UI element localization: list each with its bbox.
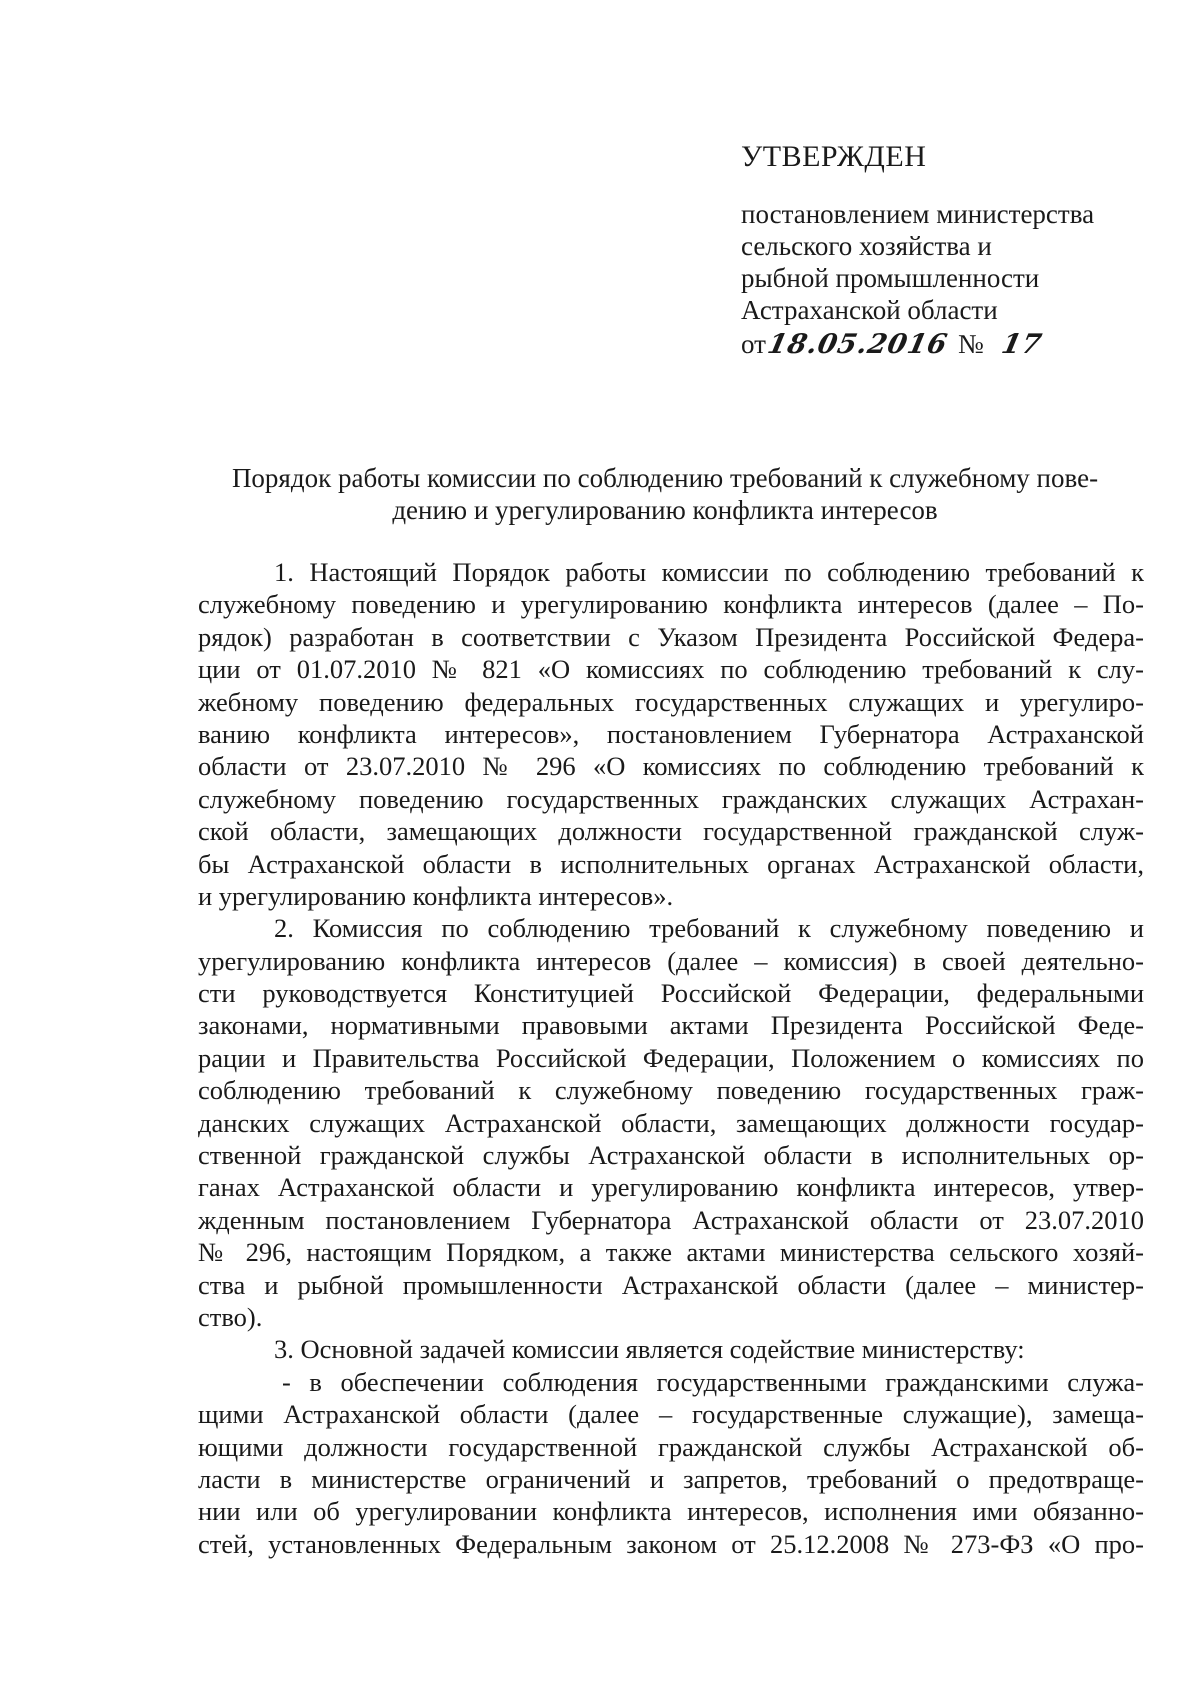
paragraph-line: ственной гражданской службы Астраханской области в исполнительных ор- xyxy=(198,1140,1144,1171)
paragraph-line: жебному поведению федеральных государственных служащих и урегулиро- xyxy=(198,686,1144,717)
paragraph-line: законами, нормативными правовыми актами Президента Российской Феде- xyxy=(198,1010,1144,1041)
paragraph-line: служебному поведению и урегулированию конфликта интересов (далее – По- xyxy=(198,589,1144,620)
approval-line: Астраханской области xyxy=(741,295,998,325)
paragraph-line: ласти в министерстве ограничений и запретов, требований о предотвраще- xyxy=(198,1463,1144,1494)
paragraph-line: ской области, замещающих должности государственной гражданской служ- xyxy=(198,816,1144,847)
document-title xyxy=(190,462,1140,526)
paragraph-line: нии или об урегулировании конфликта интересов, исполнения ими обязанно- xyxy=(198,1496,1144,1527)
paragraph-line: стей, установленных Федеральным законом от 25.12.2008 № 273-ФЗ «О про- xyxy=(198,1528,1144,1559)
paragraph-line: бы Астраханской области в исполнительных органах Астраханской области, xyxy=(198,848,1144,879)
approval-block xyxy=(741,140,1161,361)
approval-date-line xyxy=(741,328,1161,361)
paragraph-line: щими Астраханской области (далее – государственные служащие), замеща- xyxy=(198,1399,1144,1430)
title-line: Порядок работы комиссии по соблюдению требований к служебному пове- xyxy=(231,463,1099,493)
date-prefix: от xyxy=(741,329,766,359)
approval-line: рыбной промышленности xyxy=(741,263,1040,293)
paragraph-line: и урегулированию конфликта интересов». xyxy=(198,880,674,911)
paragraph-line: ющими должности государственной гражданской службы Астраханской об- xyxy=(198,1431,1144,1462)
paragraph-line: ции от 01.07.2010 № 821 «О комиссиях по соблюдению требований к слу- xyxy=(198,654,1144,685)
document-body xyxy=(198,556,1144,1560)
approval-heading: УТВЕРЖДЕН xyxy=(741,140,927,173)
handwritten-date: 18.05.2016 xyxy=(764,329,951,360)
paragraph-line: № 296, настоящим Порядком, а также актами министерства сельского хозяй- xyxy=(198,1237,1144,1268)
paragraph-line: рации и Правительства Российской Федерации, Положением о комиссиях по xyxy=(198,1042,1144,1073)
paragraph-line: служебному поведению государственных гражданских служащих Астрахан- xyxy=(198,783,1144,814)
approval-line: постановлением министерства xyxy=(741,199,1095,229)
paragraph-line: жденным постановлением Губернатора Астраханской области от 23.07.2010 xyxy=(198,1204,1144,1235)
paragraph-line: урегулированию конфликта интересов (далее – комиссия) в своей деятельно- xyxy=(198,945,1144,976)
paragraph-line: ство). xyxy=(198,1301,263,1332)
paragraph-line: данских служащих Астраханской области, замещающих должности государ- xyxy=(198,1107,1144,1138)
paragraph-line: ганах Астраханской области и урегулированию конфликта интересов, утвер- xyxy=(198,1172,1144,1203)
handwritten-number: 17 xyxy=(998,329,1045,360)
paragraph-line: ства и рыбной промышленности Астраханской области (далее – министер- xyxy=(198,1269,1144,1300)
paragraph-line: области от 23.07.2010 № 296 «О комиссиях по соблюдению требований к xyxy=(198,751,1144,782)
paragraph-line: соблюдению требований к служебному поведению государственных граж- xyxy=(198,1075,1144,1106)
title-line: дению и урегулированию конфликта интересов xyxy=(392,495,938,525)
paragraph-line: 1. Настоящий Порядок работы комиссии по соблюдению требований к xyxy=(274,557,1144,587)
approval-line: сельского хозяйства и xyxy=(741,231,992,261)
paragraph-line: 2. Комиссия по соблюдению требований к служебному поведению и xyxy=(274,913,1144,944)
paragraph-line: сти руководствуется Конституцией Российской Федерации, федеральными xyxy=(198,978,1144,1009)
paragraph-line: 3. Основной задачей комиссии является содействие министерству: xyxy=(274,1334,1025,1365)
paragraph-line: - в обеспечении соблюдения государственными гражданскими служа- xyxy=(282,1366,1144,1397)
paragraph-line: ванию конфликта интересов», постановлением Губернатора Астраханской xyxy=(198,718,1144,749)
number-sign: № xyxy=(957,329,984,359)
paragraph-line: рядок) разработан в соответствии с Указом Президента Российской Федера- xyxy=(198,621,1144,652)
